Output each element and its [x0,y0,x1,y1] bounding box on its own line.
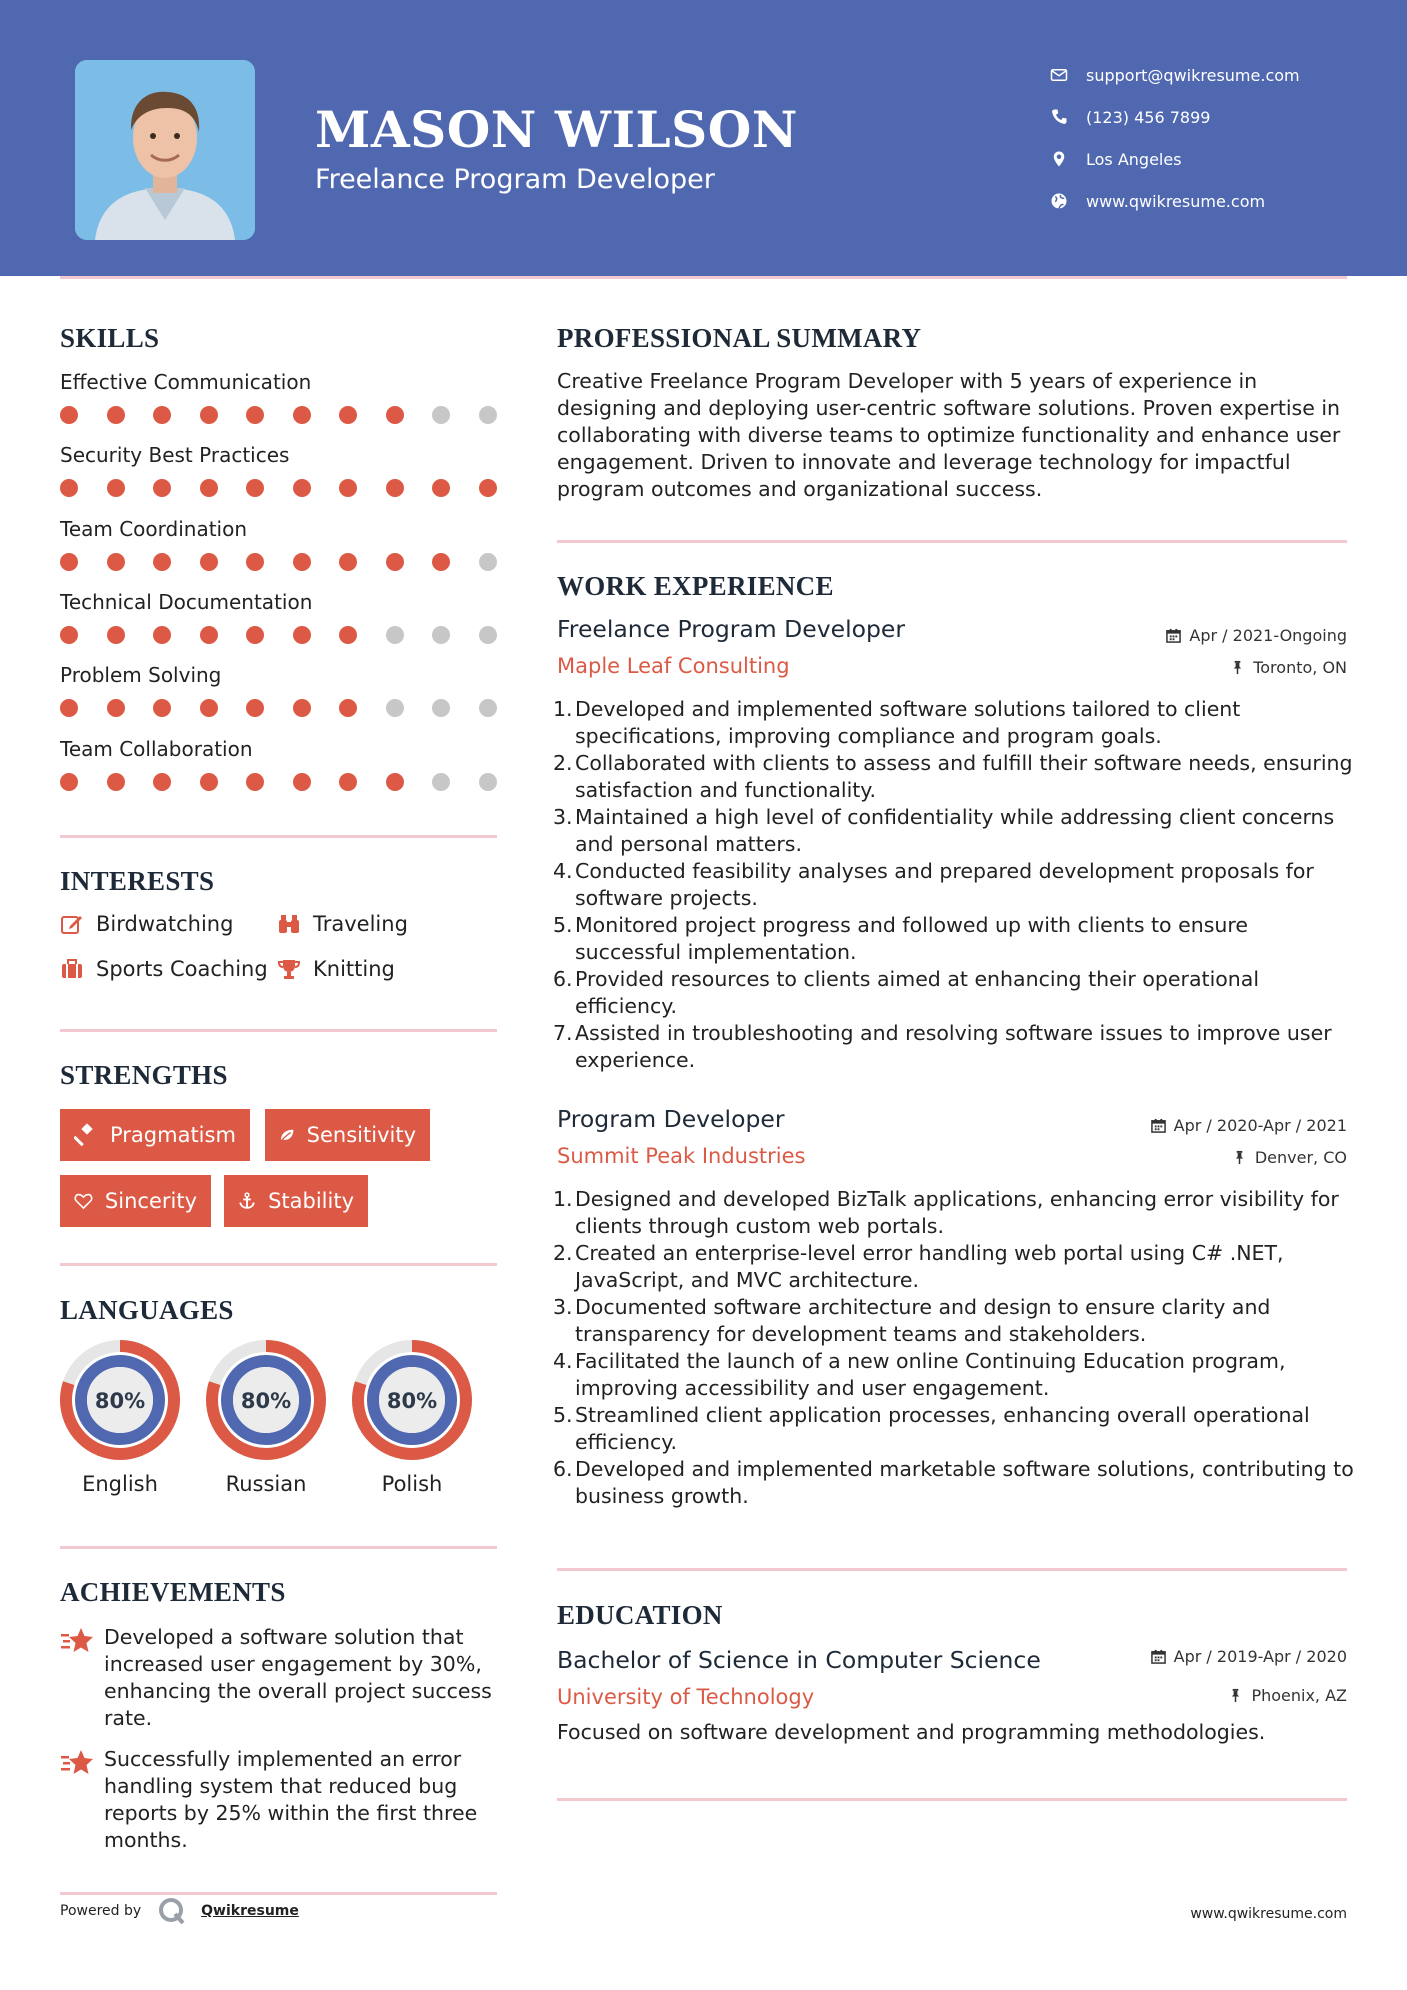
rating-dot-empty [386,626,404,644]
responsibility-item [553,1456,1357,1510]
rating-dot-filled [339,699,357,717]
interest-item [277,957,395,981]
rating-dot-filled [293,699,311,717]
rating-dot-filled [60,553,78,571]
responsibility-item [553,1402,1357,1456]
interest-label: Birdwatching [96,912,234,936]
education-location-text: Phoenix, AZ [1251,1686,1347,1705]
rating-dot-empty [479,406,497,424]
responsibility-item [553,858,1357,912]
star-icon [60,1626,94,1656]
rating-dot-filled [339,553,357,571]
candidate-title: Freelance Program Developer [315,164,715,195]
rating-dot-filled [246,773,264,791]
rating-dot-filled [107,406,125,424]
list-number: 4. [553,1349,573,1373]
skill-rating [60,479,525,497]
rating-dot-filled [60,699,78,717]
rating-dot-filled [200,553,218,571]
interests-heading: INTERESTS [60,866,215,896]
language-item [204,1338,328,1496]
education-dates [1151,1647,1347,1666]
interest-label: Traveling [313,912,408,936]
list-number: 3. [553,1295,573,1319]
job-location-text: Denver, CO [1254,1148,1347,1167]
globe-icon [1050,192,1068,210]
job-dates [1166,626,1347,645]
rating-dot-filled [339,479,357,497]
job-title: Program Developer [557,1105,785,1133]
education-description: Focused on software development and programming methodologies. [557,1720,1266,1744]
contact-location [1050,138,1300,180]
list-number: 2. [553,1241,573,1265]
responsibility-text: Collaborated with clients to assess and fulfill their software needs, ensuring satisfaction and functionality. [575,751,1353,802]
job-dates-text: Apr / 2020-Apr / 2021 [1173,1116,1347,1135]
strength-label: Stability [268,1189,354,1213]
strengths-divider [60,1263,497,1266]
resume-header [0,0,1407,276]
strength-tag [265,1109,430,1161]
rating-dot-filled [246,626,264,644]
pencil-square-icon [60,912,84,936]
rating-dot-filled [107,699,125,717]
job-title: Freelance Program Developer [557,615,906,643]
strengths-heading: STRENGTHS [60,1060,228,1090]
list-number: 3. [553,805,573,829]
skill-rating [60,626,525,644]
language-percent: 80% [240,1389,292,1413]
education-heading: EDUCATION [557,1600,723,1630]
skill-label: Team Coordination [60,516,248,541]
map-pin-icon [1050,150,1068,168]
responsibility-item [553,750,1357,804]
rating-dot-filled [246,479,264,497]
experience-divider [557,1568,1347,1571]
responsibility-item [553,1020,1357,1074]
interests-divider [60,1029,497,1032]
job-responsibilities [553,696,1357,1074]
footer-url[interactable]: www.qwikresume.com [1190,1906,1347,1922]
calendar-icon [1151,1118,1166,1133]
skill-label: Effective Communication [60,370,312,394]
rating-dot-filled [339,626,357,644]
achievements-heading: ACHIEVEMENTS [60,1577,286,1607]
list-number: 1. [553,1187,573,1211]
skill-label: Security Best Practices [60,443,290,468]
interest-item [60,912,233,936]
list-number: 1. [553,697,573,721]
contact-website[interactable] [1050,180,1300,222]
rating-dot-filled [432,553,450,571]
skill-label: Problem Solving [60,663,222,688]
interest-label: Knitting [313,957,395,981]
list-number: 7. [553,1021,573,1045]
company-name: Maple Leaf Consulting [557,654,790,678]
degree-title: Bachelor of Science in Computer Science [557,1646,1041,1674]
rating-dot-filled [153,773,171,791]
rating-dot-filled [60,406,78,424]
rating-dot-filled [153,699,171,717]
language-percent: 80% [386,1389,438,1413]
language-gauge [58,1338,182,1462]
responsibility-item [553,912,1357,966]
strength-tag [224,1175,368,1227]
pushpin-icon [1232,1150,1247,1165]
language-gauge [350,1338,474,1462]
list-number: 2. [553,751,573,775]
pushpin-icon [1228,1688,1243,1703]
rating-dot-filled [200,773,218,791]
rating-dot-filled [107,626,125,644]
contact-phone[interactable] [1050,96,1300,138]
responsibility-text: Developed and implemented marketable software solutions, contributing to business growth. [575,1457,1354,1508]
strength-label: Pragmatism [110,1123,236,1147]
rating-dot-filled [293,479,311,497]
language-name: Russian [225,1472,307,1496]
rating-dot-filled [293,773,311,791]
calendar-icon [1166,628,1181,643]
gavel-icon [74,1123,98,1147]
skill-label: Technical Documentation [60,589,313,614]
skills-divider [60,835,497,838]
rating-dot-filled [293,626,311,644]
responsibility-item [553,804,1357,858]
job-responsibilities [553,1186,1357,1510]
responsibility-item [553,966,1357,1020]
achievement-item [60,1746,500,1854]
responsibility-text: Documented software architecture and design to ensure clarity and transparency for development teams and stakeholders. [575,1295,1271,1346]
footer-powered-by [60,1896,299,1926]
strength-label: Sensitivity [306,1123,416,1147]
strength-tag [60,1109,250,1161]
responsibility-text: Streamlined client application processes, enhancing overall operational efficiency. [575,1403,1310,1454]
list-number: 5. [553,1403,573,1427]
school-name: University of Technology [557,1685,815,1709]
list-number: 6. [553,1457,573,1481]
rating-dot-filled [200,699,218,717]
envelope-icon [1050,66,1068,84]
interest-label: Sports Coaching [96,957,268,981]
rating-dot-empty [432,406,450,424]
anchor-icon [238,1189,256,1213]
rating-dot-filled [200,479,218,497]
job-dates-text: Apr / 2021-Ongoing [1189,626,1347,645]
responsibility-text: Assisted in troubleshooting and resolving software issues to improve user experience. [575,1021,1332,1072]
header-divider [60,276,1347,279]
trophy-icon [277,957,301,981]
summary-text: Creative Freelance Program Developer with 5 years of experience in designing and deploying user-centric software solutions. Proven expertise in collaborating with diverse teams to optimize functionality and enhance user engagement. Driven to innovate and leverage technology for impactful program outcomes and organizational success. [557,369,1341,501]
rating-dot-filled [293,406,311,424]
star-icon [60,1748,94,1778]
strength-tag [60,1175,211,1227]
skill-rating [60,699,525,717]
contact-email[interactable] [1050,54,1300,96]
skill-label: Team Collaboration [60,736,253,761]
calendar-icon [1151,1649,1166,1664]
responsibility-text: Maintained a high level of confidentiality while addressing client concerns and personal matters. [575,805,1335,856]
achievement-text: Developed a software solution that increased user engagement by 30%, enhancing the overall project success rate. [104,1625,492,1730]
job-location [1230,658,1347,677]
powered-by-label: Powered by [60,1903,142,1919]
leaf-icon [279,1123,295,1147]
achievement-item [60,1624,500,1732]
rating-dot-filled [386,406,404,424]
rating-dot-empty [432,626,450,644]
rating-dot-empty [479,626,497,644]
responsibility-text: Conducted feasibility analyses and prepared development proposals for software projects. [575,859,1314,910]
skill-rating [60,406,525,424]
summary-heading: PROFESSIONAL SUMMARY [557,323,922,353]
rating-dot-filled [200,406,218,424]
rating-dot-filled [386,773,404,791]
rating-dot-empty [386,699,404,717]
language-gauge [204,1338,328,1462]
contact-phone-text: (123) 456 7899 [1086,107,1211,127]
rating-dot-filled [386,553,404,571]
rating-dot-empty [432,773,450,791]
education-divider [557,1798,1347,1801]
contact-website-text: www.qwikresume.com [1086,191,1266,211]
pushpin-icon [1230,660,1245,675]
job-location-text: Toronto, ON [1253,658,1347,677]
rating-dot-filled [60,479,78,497]
responsibility-text: Monitored project progress and followed up with clients to ensure successful implementation. [575,913,1248,964]
qwikresume-link[interactable]: Qwikresume [201,1903,299,1919]
responsibility-text: Developed and implemented software solutions tailored to client specifications, improving compliance and program goals. [575,697,1241,748]
summary-divider [557,540,1347,543]
rating-dot-empty [432,699,450,717]
responsibility-item [553,1186,1357,1240]
rating-dot-filled [107,479,125,497]
phone-icon [1050,108,1068,126]
responsibility-item [553,696,1357,750]
responsibility-item [553,1348,1357,1402]
interest-item [277,912,408,936]
rating-dot-filled [339,406,357,424]
rating-dot-filled [339,773,357,791]
heart-icon [74,1189,93,1213]
qwikresume-logo-icon [157,1896,187,1926]
job-dates [1151,1116,1347,1135]
rating-dot-filled [246,406,264,424]
language-percent: 80% [94,1389,146,1413]
rating-dot-filled [200,626,218,644]
rating-dot-filled [246,553,264,571]
list-number: 5. [553,913,573,937]
interest-item [60,957,268,981]
list-number: 6. [553,967,573,991]
responsibility-item [553,1240,1357,1294]
rating-dot-filled [60,626,78,644]
language-item [350,1338,474,1496]
rating-dot-filled [107,553,125,571]
rating-dot-filled [293,553,311,571]
company-name: Summit Peak Industries [557,1144,806,1168]
rating-dot-filled [60,773,78,791]
rating-dot-filled [153,406,171,424]
briefcase-icon [60,957,84,981]
responsibility-text: Created an enterprise-level error handling web portal using C# .NET, JavaScript, and MVC architecture. [575,1241,1284,1292]
list-number: 4. [553,859,573,883]
skills-heading: SKILLS [60,323,160,353]
rating-dot-filled [479,479,497,497]
achievement-text: Successfully implemented an error handling system that reduced bug reports by 25% within the first three months. [104,1747,478,1852]
rating-dot-filled [153,479,171,497]
rating-dot-empty [479,553,497,571]
rating-dot-empty [479,773,497,791]
profile-photo [75,60,255,240]
responsibility-text: Provided resources to clients aimed at enhancing their operational efficiency. [575,967,1260,1018]
education-location [1228,1686,1347,1705]
skill-rating [60,773,525,791]
education-dates-text: Apr / 2019-Apr / 2020 [1173,1647,1347,1666]
responsibility-text: Facilitated the launch of a new online Continuing Education program, improving accessibility and user engagement. [575,1349,1286,1400]
candidate-name: MASON WILSON [315,100,798,159]
rating-dot-filled [107,773,125,791]
responsibility-text: Designed and developed BizTalk applications, enhancing error visibility for clients through custom web portals. [575,1187,1339,1238]
languages-heading: LANGUAGES [60,1295,234,1325]
contact-location-text: Los Angeles [1086,149,1182,169]
contact-email-text: support@qwikresume.com [1086,65,1300,85]
binoculars-icon [277,912,301,936]
experience-heading: WORK EXPERIENCE [557,571,834,601]
contact-list [1050,54,1300,222]
job-location [1232,1148,1347,1167]
languages-divider [60,1546,497,1549]
language-item [58,1338,182,1496]
language-name: Polish [381,1472,443,1496]
responsibility-item [553,1294,1357,1348]
rating-dot-filled [153,553,171,571]
rating-dot-filled [246,699,264,717]
rating-dot-filled [432,479,450,497]
rating-dot-filled [153,626,171,644]
skill-rating [60,553,525,571]
language-name: English [82,1472,158,1496]
strength-label: Sincerity [104,1189,197,1213]
rating-dot-empty [479,699,497,717]
rating-dot-filled [386,479,404,497]
achievements-divider [60,1892,497,1895]
